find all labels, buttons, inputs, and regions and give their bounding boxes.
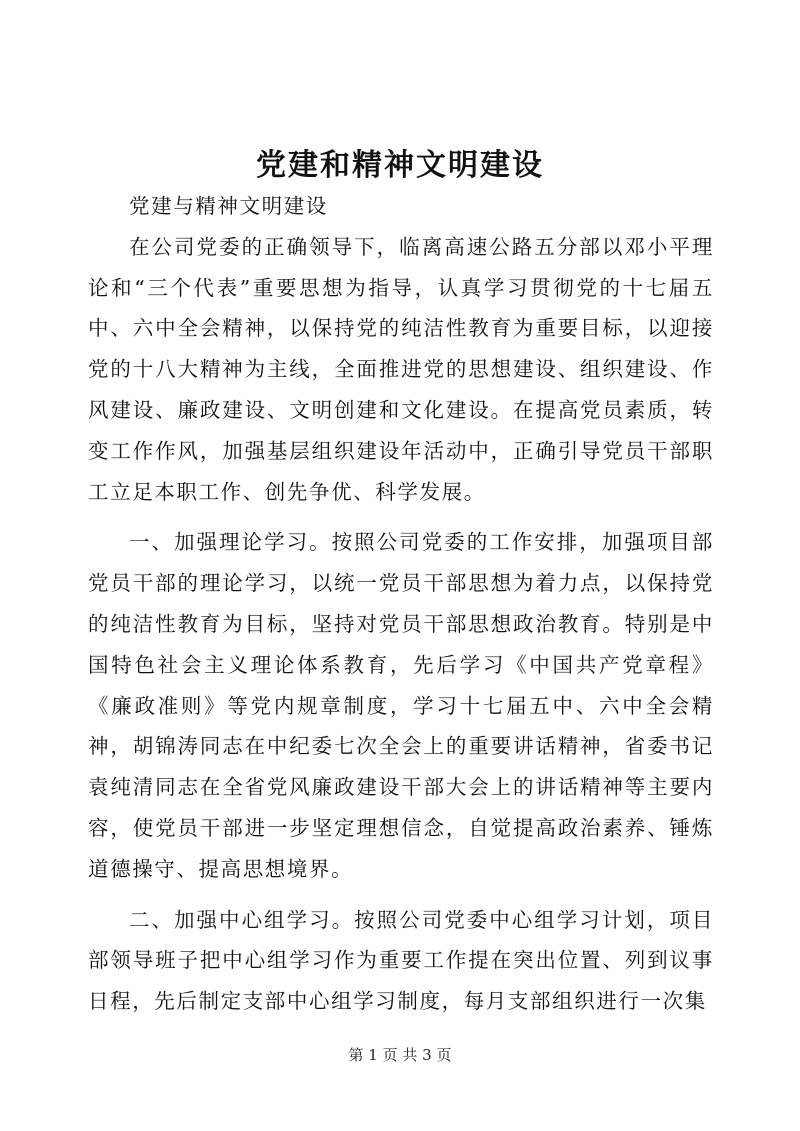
page-number-footer: 第 1 页 共 3 页 bbox=[348, 1046, 452, 1064]
document-subtitle: 党建与精神文明建设 bbox=[129, 194, 328, 218]
document-title: 党建和精神文明建设 bbox=[256, 148, 544, 183]
paragraph-intro: 在公司党委的正确领导下，临离高速公路五分部以邓小平理论和“三个代表”重要思想为指导，认真学习贯彻党的十七届五中、六中全会精神，以保持党的纯洁性教育为重要目标，以迎接党的十八大精神为主线，全面推进党的思想建设、组织建设、作风建设、廉政建设、文明创建和文化建设。在提高党员素质，转变工作作风，加强基层组织建设年活动中，正确引导党员干部职工立足本职工作、创先争优、科学发展。 bbox=[88, 234, 714, 504]
document-body bbox=[88, 186, 714, 1032]
paragraph-theory-study: 一、加强理论学习。按照公司党委的工作安排，加强项目部党员干部的理论学习，以统一党员干部思想为着力点，以保持党的纯洁性教育为目标，坚持对党员干部思想政治教育。特别是中国特色社会主义理论体系教育，先后学习《中国共产党章程》《廉政准则》等党内规章制度，学习十七届五中、六中全会精神，胡锦涛同志在中纪委七次全会上的重要讲话精神，省委书记袁纯清同志在全省党风廉政建设干部大会上的讲话精神等主要内容，使党员干部进一步坚定理想信念，自觉提高政治素养、锤炼道德操守、提高思想境界。 bbox=[88, 530, 714, 881]
paragraph-central-group-study: 二、加强中心组学习。按照公司党委中心组学习计划，项目部领导班子把中心组学习作为重要工作提在突出位置、列到议事日程，先后制定支部中心组学习制度，每月支部组织进行一次集 bbox=[88, 907, 714, 1014]
